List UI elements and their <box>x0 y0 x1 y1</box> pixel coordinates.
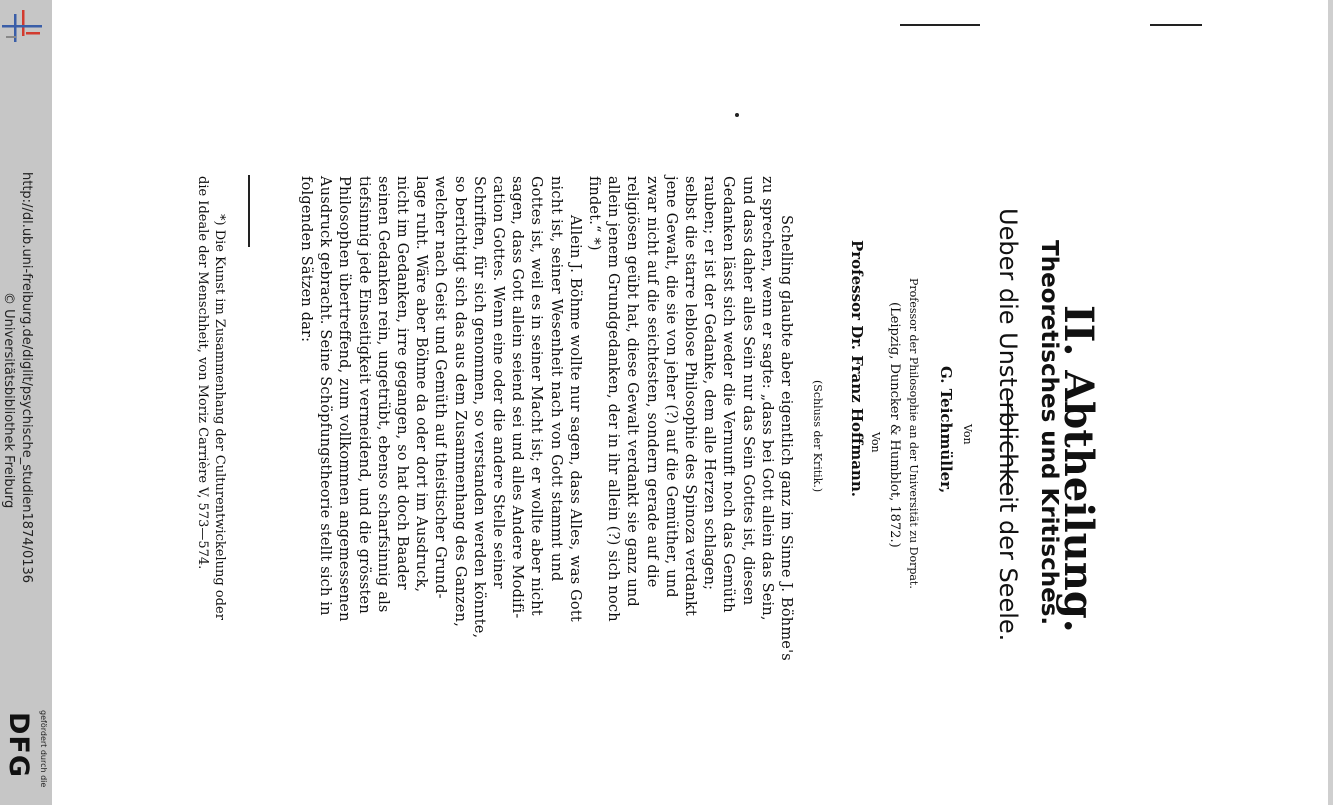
body-line: jene Gewalt, die sie von jeher (?) auf die Gemüther, und <box>662 176 679 598</box>
header-rule-left <box>900 24 980 26</box>
body-line: nicht ist, seiner Wesenheit nach von Gott stammt und <box>547 176 564 582</box>
continuation-note: (Schluss der Kritik.) <box>811 380 824 493</box>
body-line: sagen, dass Gott allein seiend sei und alles Andere Modifi- <box>509 176 526 619</box>
book-title: Ueber die Unsterblichkeit der Seele. <box>994 208 1022 642</box>
dfg-logo <box>4 708 48 798</box>
body-line: findet.“ *) <box>586 176 602 251</box>
header-rule-right <box>1150 24 1202 26</box>
copyright-notice: © Universitätsbibliothek Freiburg <box>1 292 16 509</box>
body-line: tiefsinnig jede Einseitigkeit vermeidend, und die grössten <box>355 176 372 614</box>
section-subheading: Theoretisches und Kritisches. <box>1036 240 1062 626</box>
footnote-line: *) Die Kunst im Zusammenhang der Culturentwickelung oder <box>212 214 227 620</box>
body-line: Philosophen übertreffend, zum vollkommen angemessenen <box>336 176 353 622</box>
von-label-2: Von <box>869 432 882 453</box>
body-line: selbst die starre leblose Philosophie des Spinoza verdankt <box>682 176 698 617</box>
body-line: cation Gottes. Wenn eine oder die andere Stelle seiner <box>490 176 506 589</box>
body-line: Schriften, für sich genommen, so verstanden werden könnte, <box>470 176 487 639</box>
body-line: allein jenem Grundgedanken, der in ihr allein (?) sich noch <box>605 176 622 622</box>
source-url[interactable]: http://dl.ub.uni-freiburg.de/diglit/psychische_studien1874/0136 <box>19 172 34 584</box>
dfg-caption: gefördert durch die <box>39 710 48 788</box>
body-line: Gedanken lässt sich weder die Vernunft noch das Gemüth <box>720 176 737 613</box>
book-author: G. Teichmüller, <box>937 366 955 494</box>
speck-dot <box>735 113 739 117</box>
body-line: seinen Gedanken rein, ungetrübt, ebenso scharfsinnig als <box>374 176 391 613</box>
body-line: zu sprechen, wenn er sagte: „dass bei Gott allein das Sein, <box>758 176 775 621</box>
von-label: Von <box>961 424 974 445</box>
dfg-logo-text: DFG <box>3 712 34 779</box>
library-logo-icon <box>0 8 52 48</box>
body-line: rauben; er ist der Gedanke, dem alle Herzen schlagen; <box>701 176 718 591</box>
publisher-info: (Leipzig, Duncker & Humblot, 1872.) <box>887 302 902 548</box>
body-line: Allein J. Böhme wollte nur sagen, dass Alles, was Gott <box>566 215 583 622</box>
author-affiliation: Professor der Philosophie an der Universität zu Dorpat. <box>907 278 920 589</box>
footnote-rule <box>248 175 250 247</box>
footnote-line: die Ideale der Menschheit, von Moriz Carrière V, 573—574. <box>195 176 210 570</box>
body-line: folgenden Sätzen dar: <box>298 176 314 343</box>
body-line: und dass daher alles Sein nur das Sein Gottes ist, diesen <box>739 176 756 606</box>
body-line: Schelling glaubte aber eigentlich ganz im Sinne J. Böhme's <box>778 215 794 661</box>
body-line: welcher nach Geist und Gemüth auf theistischer Grund- <box>432 176 449 599</box>
body-line: Gottes ist, weil es in seiner Macht ist; er wollte aber nicht <box>528 176 545 616</box>
body-line: so berichtigt sich das aus dem Zusammenhang des Ganzen, <box>451 176 468 628</box>
scrollbar-edge[interactable] <box>1328 0 1333 805</box>
section-heading: II. Abtheilung. <box>1055 305 1102 633</box>
body-line: zwar nicht auf die seichtesten, sondern gerade auf die <box>643 176 660 588</box>
viewer-sidebar <box>0 0 52 805</box>
body-line: lage ruht. Wäre aber Böhme da oder dort im Ausdruck, <box>413 176 430 593</box>
scanned-page <box>52 0 1328 805</box>
body-line: nicht im Gedanken, irre gegangen, so hat doch Baader <box>394 176 410 590</box>
body-line: Ausdruck gebracht. Seine Schöpfungstheorie stellt sich in <box>317 176 334 616</box>
body-line: religiösen geübt hat, diese Gewalt verdankt sie ganz und <box>624 176 641 607</box>
reviewer-name: Professor Dr. Franz Hoffmann. <box>848 240 866 497</box>
